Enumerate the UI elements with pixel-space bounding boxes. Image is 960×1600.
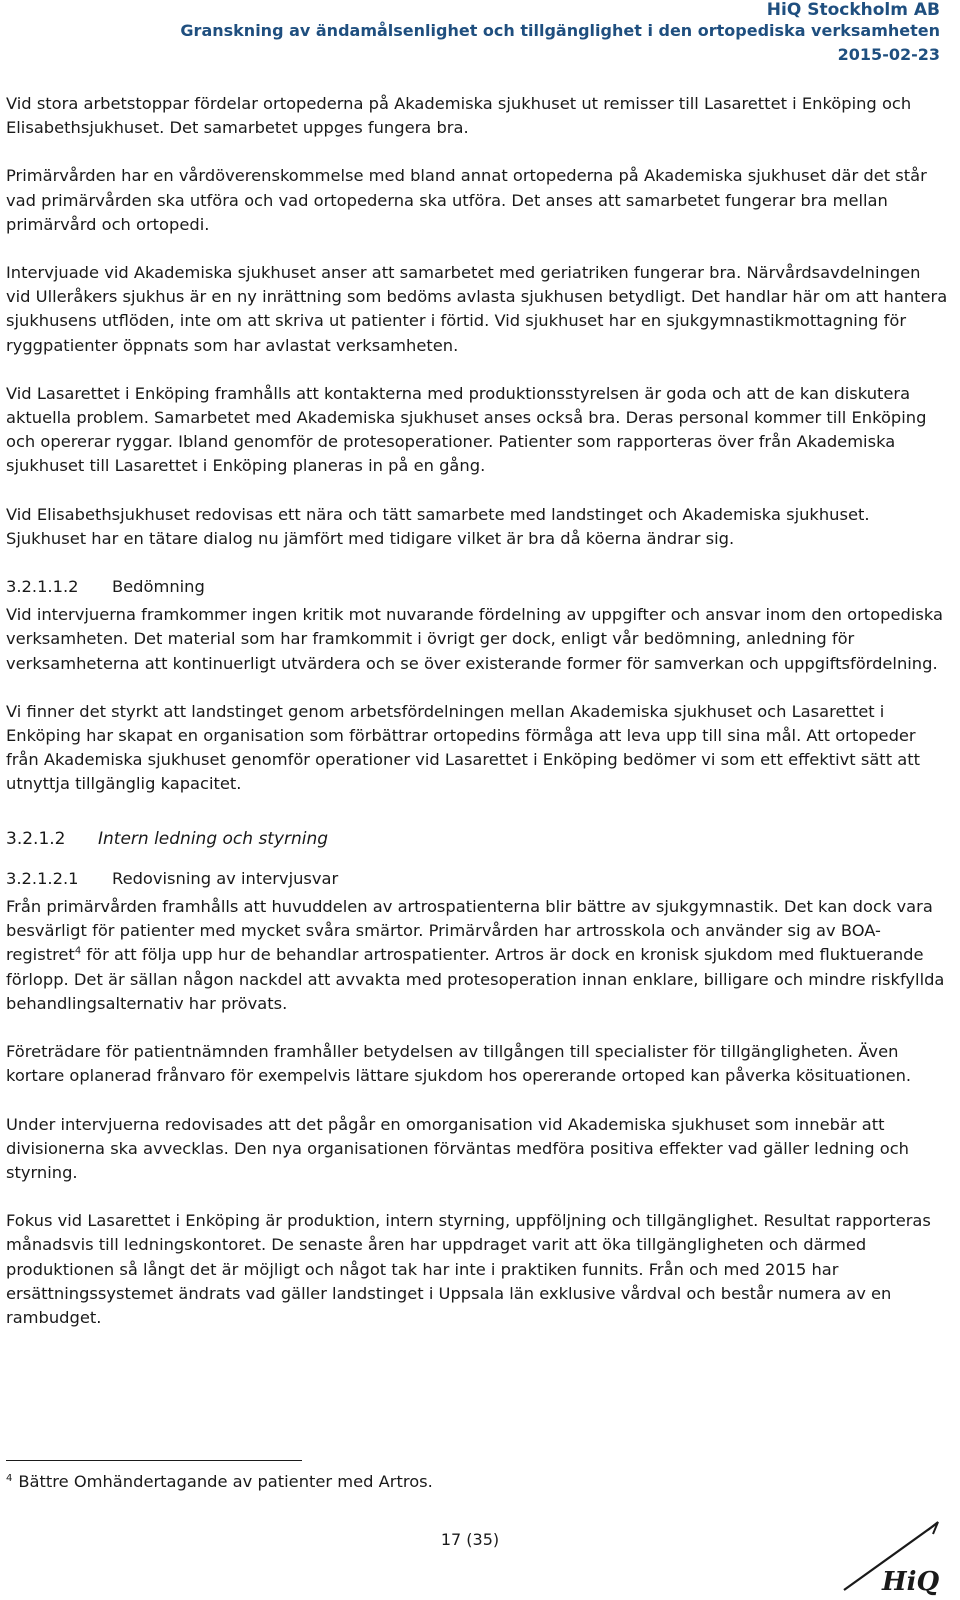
section-heading-redovisning bbox=[6, 867, 950, 891]
paragraph-text: för att följa upp hur de behandlar artrospatienter. Artros är dock en kronisk sjukdom med fluktuerande förlopp. Det är sällan någon nackdel att avvakta med protesoperation innan enklare, billigare och mindre riskfyllda behandlingsalternativ har prövats. bbox=[6, 945, 945, 1013]
footnote-reference: 4 bbox=[74, 946, 82, 958]
section-number: 3.2.1.1.2 bbox=[6, 577, 79, 597]
section-heading-intern-ledning bbox=[6, 827, 950, 851]
paragraph-text: Från primärvården framhålls att huvuddelen av artrospatienterna blir bättre av sjukgymnastik. Det kan dock vara besvärligt för patienter med mycket svåra smärtor. Primärvården har artrosskola och använder sig av BOA-registret bbox=[6, 897, 933, 965]
report-title: Granskning av ändamålsenlighet och tillgänglighet i den ortopediska verksamheten bbox=[180, 21, 940, 40]
section-heading-bedomning bbox=[6, 575, 950, 599]
company-name: HiQ Stockholm AB bbox=[766, 0, 940, 20]
footnote-text: Bättre Omhändertagande av patienter med Artros. bbox=[18, 1472, 433, 1491]
paragraph: Under intervjuerna redovisades att det pågår en omorganisation vid Akademiska sjukhuset som innebär att divisionerna ska avvecklas. Den nya organisationen förväntas medföra positiva effekter vad gäller ledning och styrning. bbox=[6, 1114, 909, 1182]
section-title: Bedömning bbox=[112, 577, 205, 597]
paragraph: Företrädare för patientnämnden framhåller betydelsen av tillgången till specialister för tillgängligheten. Även kortare oplanerad frånvaro för exempelvis lättare sjukdom hos opererande ortoped kan påverka kösituationen. bbox=[6, 1042, 912, 1086]
section-number: 3.2.1.2.1 bbox=[6, 868, 79, 888]
footnote-divider bbox=[6, 1460, 302, 1461]
logo-text: HiQ bbox=[882, 1567, 940, 1596]
document-body bbox=[6, 92, 950, 1354]
paragraph: Intervjuade vid Akademiska sjukhuset anser att samarbetet med geriatriken fungerar bra. Närvårdsavdelningen vid Ulleråkers sjukhus är en ny inrättning som bedöms avlasta sjukhusen betydligt. Det handlar här om att hantera sjukhusens utflöden, inte om att skriva ut patienter i förtid. Vid sjukhuset har en sjukgymnastikmottagning för ryggpatienter öppnats som har avlastat verksamheten. bbox=[6, 263, 948, 355]
paragraph: Vid intervjuerna framkommer ingen kritik mot nuvarande fördelning av uppgifter och ansvar inom den ortopediska verksamheten. Det material som har framkommit i övrigt ger dock, enligt vår bedömning, anledning för verksamheterna att kontinuerligt utvärdera och se över existerande former för samverkan och uppgiftsfördelning. bbox=[6, 605, 943, 673]
paragraph: Fokus vid Lasarettet i Enköping är produktion, intern styrning, uppföljning och tillgänglighet. Resultat rapporteras månadsvis till ledningskontoret. De senaste åren har uppdraget varit att öka tillgängligheten och därmed produktionen så långt det är möjligt och något tak har inte i praktiken funnits. Från och med 2015 har ersättningssystemet ändrats vad gäller landstinget i Uppsala län exklusive vårdval och består numera av en rambudget. bbox=[6, 1211, 931, 1327]
paragraph: Vi finner det styrkt att landstinget genom arbetsfördelningen mellan Akademiska sjukhuset och Lasarettet i Enköping har skapat en organisation som förbättrar ortopedins förmåga att leva upp till sina mål. Att ortopeder från Akademiska sjukhuset genomför operationer vid Lasarettet i Enköping bedömer vi som ett effektivt sätt att utnyttja tillgänglig kapacitet. bbox=[6, 701, 920, 794]
section-title: Redovisning av intervjusvar bbox=[112, 868, 339, 888]
paragraph: Vid stora arbetstoppar fördelar ortopederna på Akademiska sjukhuset ut remisser till Lasarettet i Enköping och Elisabethsjukhuset. Det samarbetet uppges fungera bra. bbox=[6, 94, 912, 138]
paragraph: Vid Elisabethsjukhuset redovisas ett nära och tätt samarbete med landstinget och Akademiska sjukhuset. Sjukhuset har en tätare dialog nu jämfört med tidigare vilket är bra då köerna ändrar sig. bbox=[6, 504, 870, 548]
paragraph bbox=[6, 895, 950, 1016]
report-date: 2015-02-23 bbox=[837, 45, 940, 64]
section-title: Intern ledning och styrning bbox=[98, 828, 329, 849]
hiq-logo-icon bbox=[836, 1516, 946, 1596]
paragraph: Primärvården har en vårdöverenskommelse med bland annat ortopederna på Akademiska sjukhuset där det står vad primärvården ska utföra och vad ortopederna ska utföra. Det anses att samarbetet fungerar bra mellan primärvård och ortopedi. bbox=[6, 166, 927, 234]
page-number: 17 (35) bbox=[440, 1530, 500, 1549]
paragraph: Vid Lasarettet i Enköping framhålls att kontakterna med produktionsstyrelsen är goda och att de kan diskutera aktuella problem. Samarbetet med Akademiska sjukhuset anses också bra. Deras personal kommer till Enköping och opererar ryggar. Ibland genomför de protesoperationer. Patienter som rapporteras över från Akademiska sjukhuset till Lasarettet i Enköping planeras in på en gång. bbox=[6, 383, 927, 476]
page-header bbox=[180, 0, 940, 68]
footnote bbox=[6, 1470, 433, 1494]
footnote-number: 4 bbox=[6, 1472, 13, 1484]
section-number: 3.2.1.2 bbox=[6, 828, 66, 849]
